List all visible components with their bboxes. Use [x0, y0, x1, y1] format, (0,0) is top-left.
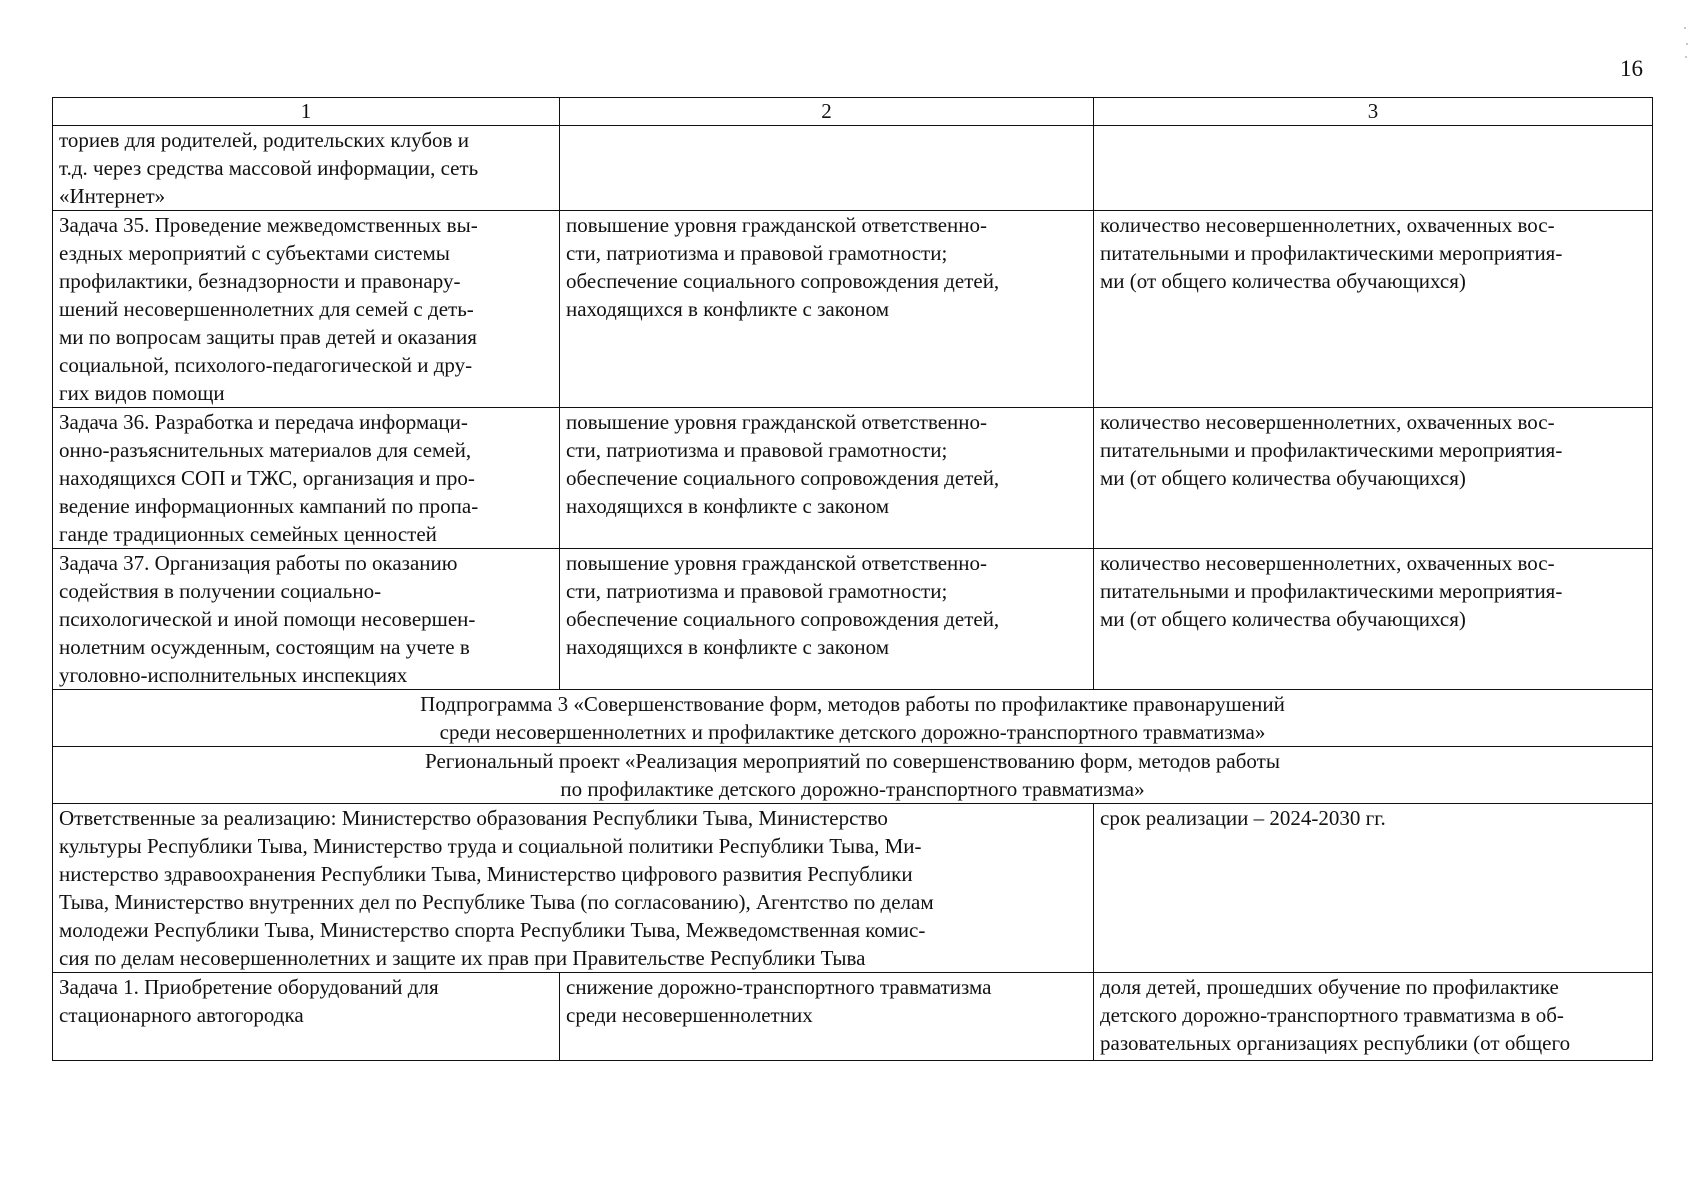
- result-cell: снижение дорожно-транспортного травматизма среди несовершеннолетних: [560, 973, 1094, 1061]
- result-cell: повышение уровня гражданской ответственно- сти, патриотизма и правовой грамотности; обеспечение социального сопровождения детей, находящихся в конфликте с законом: [560, 211, 1094, 408]
- indicator-cell: количество несовершеннолетних, охваченных вос- питательными и профилактическими мероприятия- ми (от общего количества обучающихся): [1094, 211, 1653, 408]
- term-cell: срок реализации – 2024-2030 гг.: [1094, 804, 1653, 973]
- task-cell: Задача 37. Организация работы по оказанию содействия в получении социально- психологической и иной помощи несовершен- нолетним осужденным, состоящим на учете в уголовно-исполнительных инспекциях: [53, 549, 560, 690]
- result-cell: [560, 126, 1094, 211]
- table-row: [53, 126, 1653, 211]
- table-row: [53, 549, 1653, 690]
- regional-project-row: [53, 747, 1653, 804]
- column-number-3: 3: [1094, 98, 1653, 126]
- activities-table: [52, 97, 1653, 1061]
- task-cell: Задача 1. Приобретение оборудований для стационарного автогородка: [53, 973, 560, 1061]
- table-row: [53, 973, 1653, 1061]
- column-number-1: 1: [53, 98, 560, 126]
- table-row: [53, 408, 1653, 549]
- result-cell: повышение уровня гражданской ответственно- сти, патриотизма и правовой грамотности; обеспечение социального сопровождения детей, находящихся в конфликте с законом: [560, 549, 1094, 690]
- task-cell: Задача 35. Проведение межведомственных вы- ездных мероприятий с субъектами системы профилактики, безнадзорности и правонару- шений несовершеннолетних для семей с деть- ми по вопросам защиты прав детей и оказания социальной, психолого-педагогической и дру- гих видов помощи: [53, 211, 560, 408]
- indicator-cell: [1094, 126, 1653, 211]
- responsible-cell: Ответственные за реализацию: Министерство образования Республики Тыва, Министерство культуры Республики Тыва, Министерство труда и социальной политики Республики Тыва, Ми- нистерство здравоохранения Республики Тыва, Министерство цифрового развития Республики Тыва, Министерство внутренних дел по Республике Тыва (по согласованию), Агентство по делам молодежи Республики Тыва, Министерство спорта Республики Тыва, Межведомственная комис- сия по делам несовершеннолетних и защите их прав при Правительстве Республики Тыва: [53, 804, 1094, 973]
- indicator-cell: доля детей, прошедших обучение по профилактике детского дорожно-транспортного травматизма в об- разовательных организациях республики (от общего: [1094, 973, 1653, 1061]
- table-header-row: [53, 98, 1653, 126]
- task-cell: Задача 36. Разработка и передача информаци- онно-разъяснительных материалов для семей, находящихся СОП и ТЖС, организация и про- ведение информационных кампаний по пропа- ганде традиционных семейных ценностей: [53, 408, 560, 549]
- regional-project-title: Региональный проект «Реализация мероприятий по совершенствованию форм, методов работы по профилактике детского дорожно-транспортного травматизма»: [53, 747, 1653, 804]
- table-row: [53, 211, 1653, 408]
- column-number-2: 2: [560, 98, 1094, 126]
- scan-artifact: [1683, 24, 1689, 64]
- indicator-cell: количество несовершеннолетних, охваченных вос- питательными и профилактическими мероприятия- ми (от общего количества обучающихся): [1094, 408, 1653, 549]
- task-cell: ториев для родителей, родительских клубов и т.д. через средства массовой информации, сеть «Интернет»: [53, 126, 560, 211]
- result-cell: повышение уровня гражданской ответственно- сти, патриотизма и правовой грамотности; обеспечение социального сопровождения детей, находящихся в конфликте с законом: [560, 408, 1094, 549]
- subprogram-row: [53, 690, 1653, 747]
- responsible-row: [53, 804, 1653, 973]
- subprogram-title: Подпрограмма 3 «Совершенствование форм, методов работы по профилактике правонарушений среди несовершеннолетних и профилактике детского дорожно-транспортного травматизма»: [53, 690, 1653, 747]
- page-number: 16: [1620, 56, 1643, 81]
- indicator-cell: количество несовершеннолетних, охваченных вос- питательными и профилактическими мероприятия- ми (от общего количества обучающихся): [1094, 549, 1653, 690]
